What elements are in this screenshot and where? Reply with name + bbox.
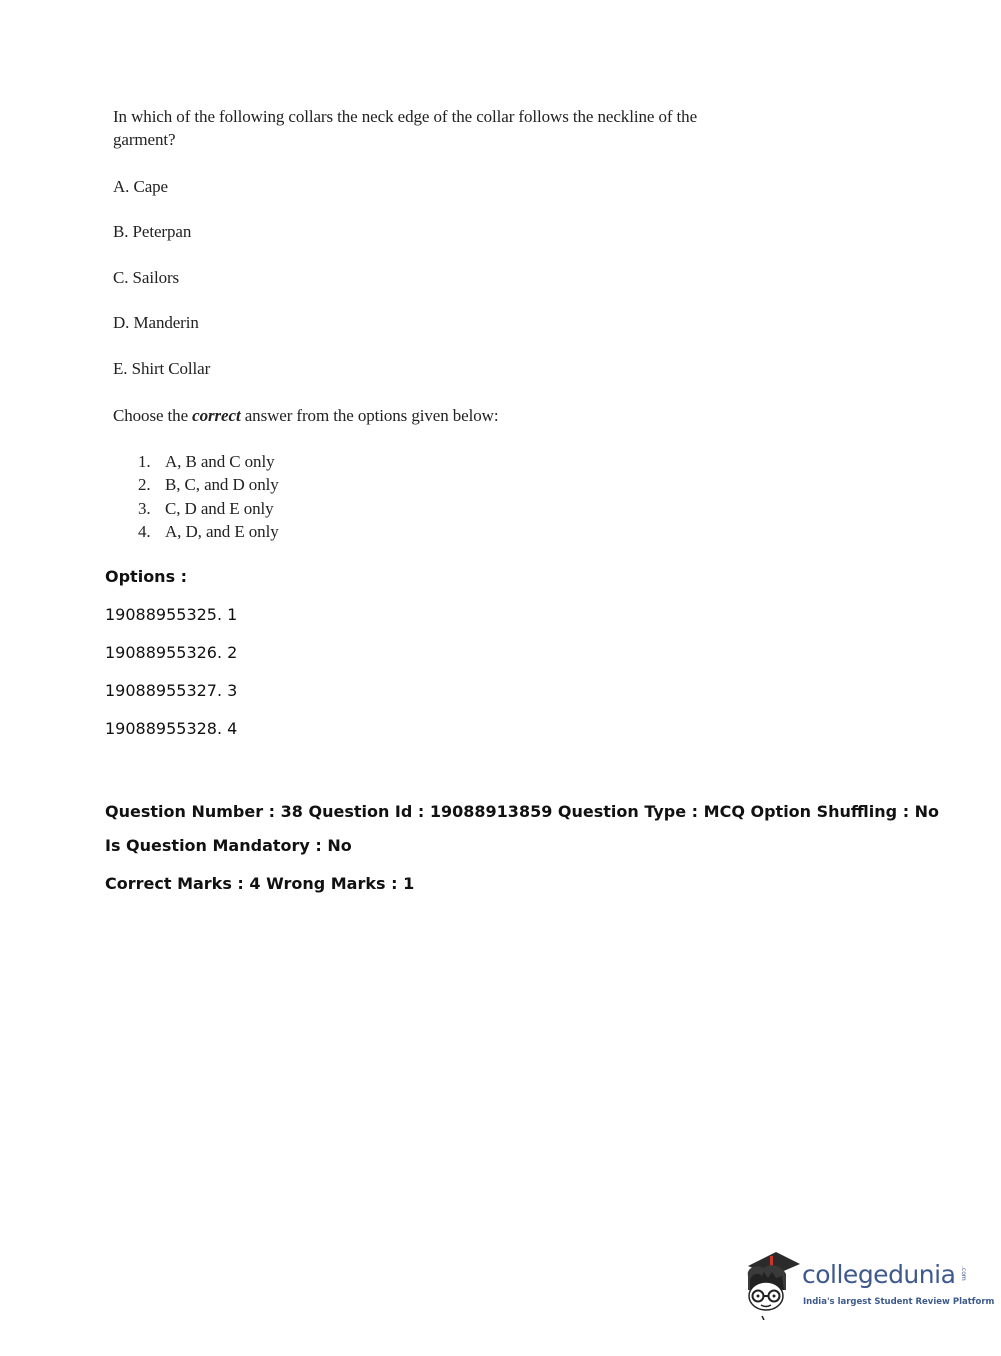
marks-line: Correct Marks : 4 Wrong Marks : 1 bbox=[105, 874, 415, 893]
choice-b: B. Peterpan bbox=[113, 222, 192, 241]
answer-item bbox=[138, 520, 279, 543]
instruction-emphasis: correct bbox=[192, 406, 241, 425]
instruction-after: answer from the options given below: bbox=[240, 406, 499, 425]
instruction bbox=[113, 404, 498, 427]
answer-text: C, D and E only bbox=[165, 498, 274, 518]
question-meta-line: Question Number : 38 Question Id : 19088913859 Question Type : MCQ Option Shuffling : No bbox=[105, 802, 940, 821]
question-block bbox=[113, 105, 753, 541]
choice-a: A. Cape bbox=[113, 177, 169, 196]
choice-c: C. Sailors bbox=[113, 268, 180, 287]
choice-d: D. Manderin bbox=[113, 313, 199, 332]
option-item: 19088955328. 4 bbox=[105, 719, 238, 738]
answer-number: 4. bbox=[138, 521, 151, 541]
option-item: 19088955326. 2 bbox=[105, 643, 238, 662]
instruction-before: Choose the bbox=[113, 406, 193, 425]
answer-text: A, D, and E only bbox=[165, 521, 279, 541]
answer-item bbox=[138, 450, 279, 473]
logo-domain: .com bbox=[960, 1266, 967, 1281]
option-item: 19088955325. 1 bbox=[105, 605, 238, 624]
answer-number: 1. bbox=[138, 452, 151, 471]
question-text: In which of the following collars the neck edge of the collar follows the neckline of the garment? bbox=[113, 107, 698, 149]
answer-text: A, B and C only bbox=[165, 452, 275, 471]
answer-list bbox=[138, 450, 279, 543]
answer-item bbox=[138, 473, 279, 496]
mascot-icon bbox=[742, 1250, 802, 1320]
options-title: Options : bbox=[105, 567, 188, 586]
answer-number: 2. bbox=[138, 475, 151, 495]
logo-tagline: India's largest Student Review Platform bbox=[803, 1297, 995, 1307]
answer-number: 3. bbox=[138, 498, 151, 518]
mandatory-line: Is Question Mandatory : No bbox=[105, 836, 352, 855]
answer-text: B, C, and D only bbox=[165, 475, 279, 495]
collegedunia-logo bbox=[742, 1250, 995, 1320]
choice-e: E. Shirt Collar bbox=[113, 359, 211, 378]
logo-brand: collegedunia bbox=[802, 1260, 956, 1289]
option-item: 19088955327. 3 bbox=[105, 681, 238, 700]
answer-item bbox=[138, 497, 279, 520]
